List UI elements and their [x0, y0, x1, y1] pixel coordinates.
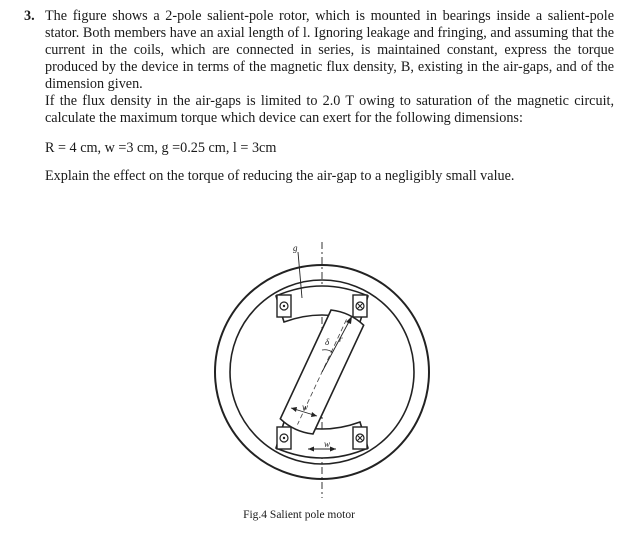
question-paragraph-1: The figure shows a 2-pole salient-pole rotor, which is mounted in bearings inside a salient-pole stator. Both members have an axial length of l. Ignoring leakage and fringing, and assuming that the current in the coils, which are connected in series, is maintained constant, express the torque produced by the device in terms of the magnetic flux density, B, existing in the air-gaps, and of the dimension given. — [45, 8, 614, 92]
coil-bottom-left — [277, 427, 291, 449]
label-g: g — [293, 243, 298, 253]
question-paragraph-3: Explain the effect on the torque of reducing the air-gap to a negligibly small value. — [45, 168, 515, 184]
motor-diagram — [198, 232, 448, 502]
coil-bottom-right — [353, 427, 367, 449]
label-delta: δ — [325, 337, 330, 347]
question-paragraph-2: If the flux density in the air-gaps is limited to 2.0 T owing to saturation of the magnetic circuit, calculate the maximum torque which device can exert for the following dimensions: — [45, 93, 614, 126]
label-w-rotor: w — [302, 402, 309, 412]
dimensions-line: R = 4 cm, w =3 cm, g =0.25 cm, l = 3cm — [45, 140, 277, 156]
question-body — [45, 8, 614, 185]
figure-caption: Fig.4 Salient pole motor — [243, 509, 355, 521]
coil-top-left — [277, 295, 291, 317]
question-number: 3. — [24, 8, 35, 24]
salient-pole-motor-figure — [198, 232, 448, 502]
label-r: r — [339, 334, 343, 344]
coil-top-right — [353, 295, 367, 317]
problem-3 — [24, 8, 614, 185]
label-w-stator: w — [324, 439, 331, 449]
